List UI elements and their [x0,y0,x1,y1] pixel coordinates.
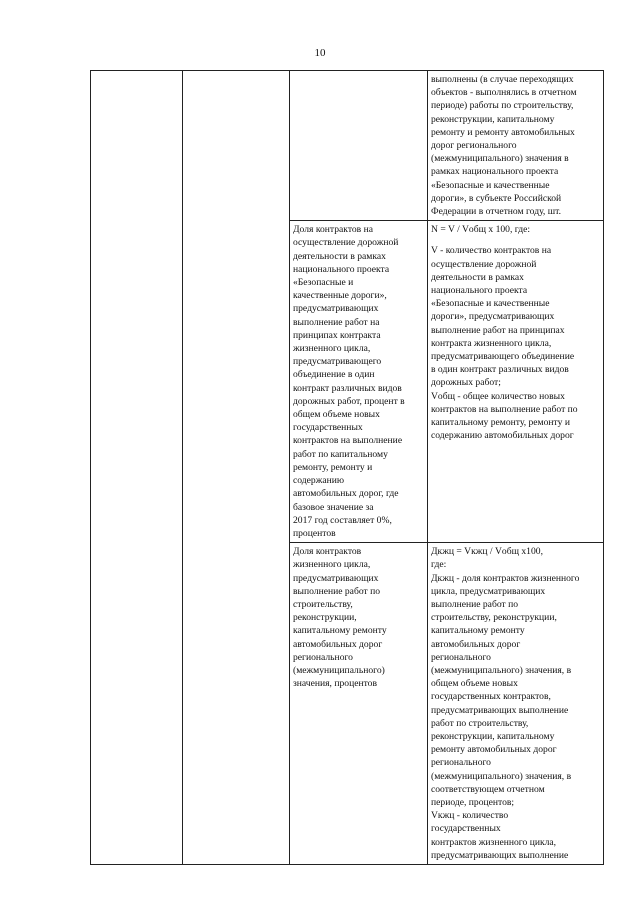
table-row [91,71,604,221]
formula-text: выполнены (в случае переходящих объектов - выполнялись в отчетном периоде) работы по строительству, реконструкции, капитальному ремонту и ремонту автомобильных дорог регионального (межмуниципального) значения в рамках национального проекта «Безопасные и качественные дороги», в субъекте Российской Федерации в отчетном году, шт. [431,74,577,218]
column-2-cell [183,71,290,865]
formula-text: Дкжц = Vкжц / Vобщ х100, где: Дкжц - доля контрактов жизненного цикла, предусматривающих выполнение работ по строительству, реконструкции, капитальному ремонту автомобильных дорог регионального (межмуниципального) значения, в общем объеме новых государственных контрактов, предусматривающих выполнение работ по строительству, реконструкции, капитальному ремонту автомобильных дорог регионального (межмуниципального) значения, в соответствующем отчетном периоде, процентов; Vкжц - количество государственных контрактов жизненного цикла, предусматривающих выполнение [431,546,580,861]
indicator-text: Доля контрактов на осуществление дорожной деятельности в рамках национального проекта «Безопасные и качественные дороги», предусматривающих выполнение работ на принципах контракта жизненного цикла, предусматривающего объединение в один контракт различных видов дорожных работ, процент в общем объеме новых государственных контрактов на выполнение работ по капитальному ремонту, ремонту и содержанию автомобильных дорог, где базовое значение за 2017 год составляет 0%, процентов [293,224,405,539]
column-1-cell [91,71,183,865]
page-number: 10 [314,47,326,59]
formula-text: N = V / Vобщ х 100, где: [431,224,531,236]
formula-definition-text: V - количество контрактов на осуществление дорожной деятельности в рамках национального проекта «Безопасные и качественные дороги», предусматривающих выполнение работ на принципах контракта жизненного цикла, предусматривающего объединение в один контракт различных видов дорожных работ; Vобщ - общее количество новых контрактов на выполнение работ по капитальному ремонту, ремонту и содержанию автомобильных дорог [431,245,578,442]
indicator-cell [290,71,428,221]
indicators-table [90,70,604,865]
indicator-cell [290,221,428,543]
indicator-cell [290,543,428,865]
formula-cell [428,543,604,865]
formula-cell [428,71,604,221]
formula-cell [428,221,604,543]
indicator-text: Доля контрактов жизненного цикла, предусматривающих выполнение работ по строительству, реконструкции, капитальному ремонту автомобильных дорог регионального (межмуниципального) значения, процентов [293,546,387,690]
